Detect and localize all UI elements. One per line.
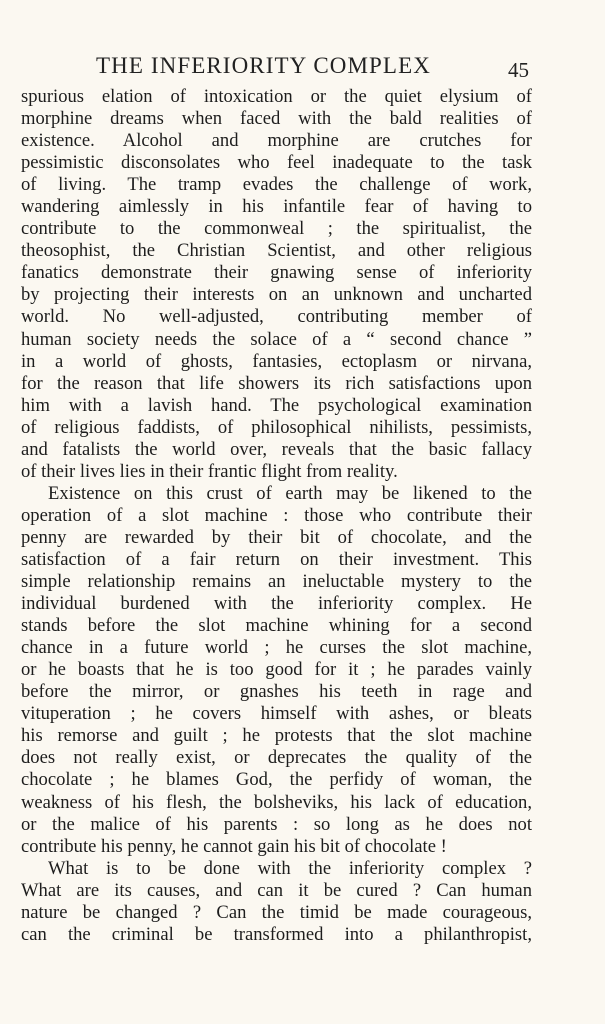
- text-line: theosophist, the Christian Scientist, and other religious: [21, 240, 532, 262]
- paragraph: [21, 86, 532, 483]
- text-line: operation of a slot machine : those who contribute their: [21, 504, 532, 526]
- text-line: does not really exist, or deprecates the quality of the: [21, 747, 532, 769]
- text-line: by projecting their interests on an unknown and uncharted: [21, 284, 532, 306]
- text-line: in a world of ghosts, fantasies, ectoplasm or nirvana,: [21, 350, 532, 372]
- text-line: nature be changed ? Can the timid be made courageous,: [21, 901, 532, 923]
- text-line: world. No well-adjusted, contributing member of: [21, 306, 532, 328]
- text-line: stands before the slot machine whining for a second: [21, 615, 532, 637]
- text-line: morphine dreams when faced with the bald realities of: [21, 108, 532, 130]
- text-line: of their lives lies in their frantic flight from reality.: [21, 460, 398, 482]
- text-line: What are its causes, and can it be cured ? Can human: [21, 879, 532, 901]
- text-line: simple relationship remains an ineluctable mystery to the: [21, 571, 532, 593]
- text-line: penny are rewarded by their bit of chocolate, and the: [21, 526, 532, 548]
- text-line: and fatalists the world over, reveals that the basic fallacy: [21, 438, 532, 460]
- text-line: of religious faddists, of philosophical nihilists, pessimists,: [21, 416, 532, 438]
- page-number: 45: [508, 58, 529, 82]
- text-line: chocolate ; he blames God, the perfidy of woman, the: [21, 769, 532, 791]
- paragraph: [21, 483, 532, 858]
- text-line: pessimistic disconsolates who feel inadequate to the task: [21, 152, 532, 174]
- text-line: can the criminal be transformed into a philanthropist,: [21, 923, 532, 945]
- text-line: individual burdened with the inferiority complex. He: [21, 593, 532, 615]
- text-line: fanatics demonstrate their gnawing sense of inferiority: [21, 262, 532, 284]
- text-line: contribute to the commonweal ; the spiritualist, the: [21, 218, 532, 240]
- text-line: vituperation ; he covers himself with ashes, or bleats: [21, 703, 532, 725]
- text-line: weakness of his flesh, the bolsheviks, his lack of education,: [21, 791, 532, 813]
- text-line: wandering aimlessly in his infantile fear of having to: [21, 196, 532, 218]
- text-line: Existence on this crust of earth may be likened to the: [48, 482, 532, 504]
- paragraph: [21, 858, 532, 946]
- text-line: human society needs the solace of a “ second chance ”: [21, 328, 532, 350]
- text-line: satisfaction of a fair return on their investment. This: [21, 548, 532, 570]
- text-line: chance in a future world ; he curses the slot machine,: [21, 637, 532, 659]
- text-line: contribute his penny, he cannot gain his bit of chocolate !: [21, 835, 447, 857]
- text-line: existence. Alcohol and morphine are crutches for: [21, 130, 532, 152]
- text-line: before the mirror, or gnashes his teeth in rage and: [21, 681, 532, 703]
- running-title: THE INFERIORITY COMPLEX: [96, 53, 431, 78]
- text-line: him with a lavish hand. The psychological examination: [21, 394, 532, 416]
- text-line: his remorse and guilt ; he protests that the slot machine: [21, 725, 532, 747]
- text-line: or the malice of his parents : so long as he does not: [21, 813, 532, 835]
- body-text: [21, 86, 532, 946]
- text-line: or he boasts that he is too good for it ; he parades vainly: [21, 659, 532, 681]
- text-line: spurious elation of intoxication or the quiet elysium of: [21, 86, 532, 107]
- text-line: for the reason that life showers its rich satisfactions upon: [21, 372, 532, 394]
- running-head: [0, 50, 605, 80]
- text-line: of living. The tramp evades the challenge of work,: [21, 174, 532, 196]
- text-line: What is to be done with the inferiority complex ?: [48, 857, 532, 879]
